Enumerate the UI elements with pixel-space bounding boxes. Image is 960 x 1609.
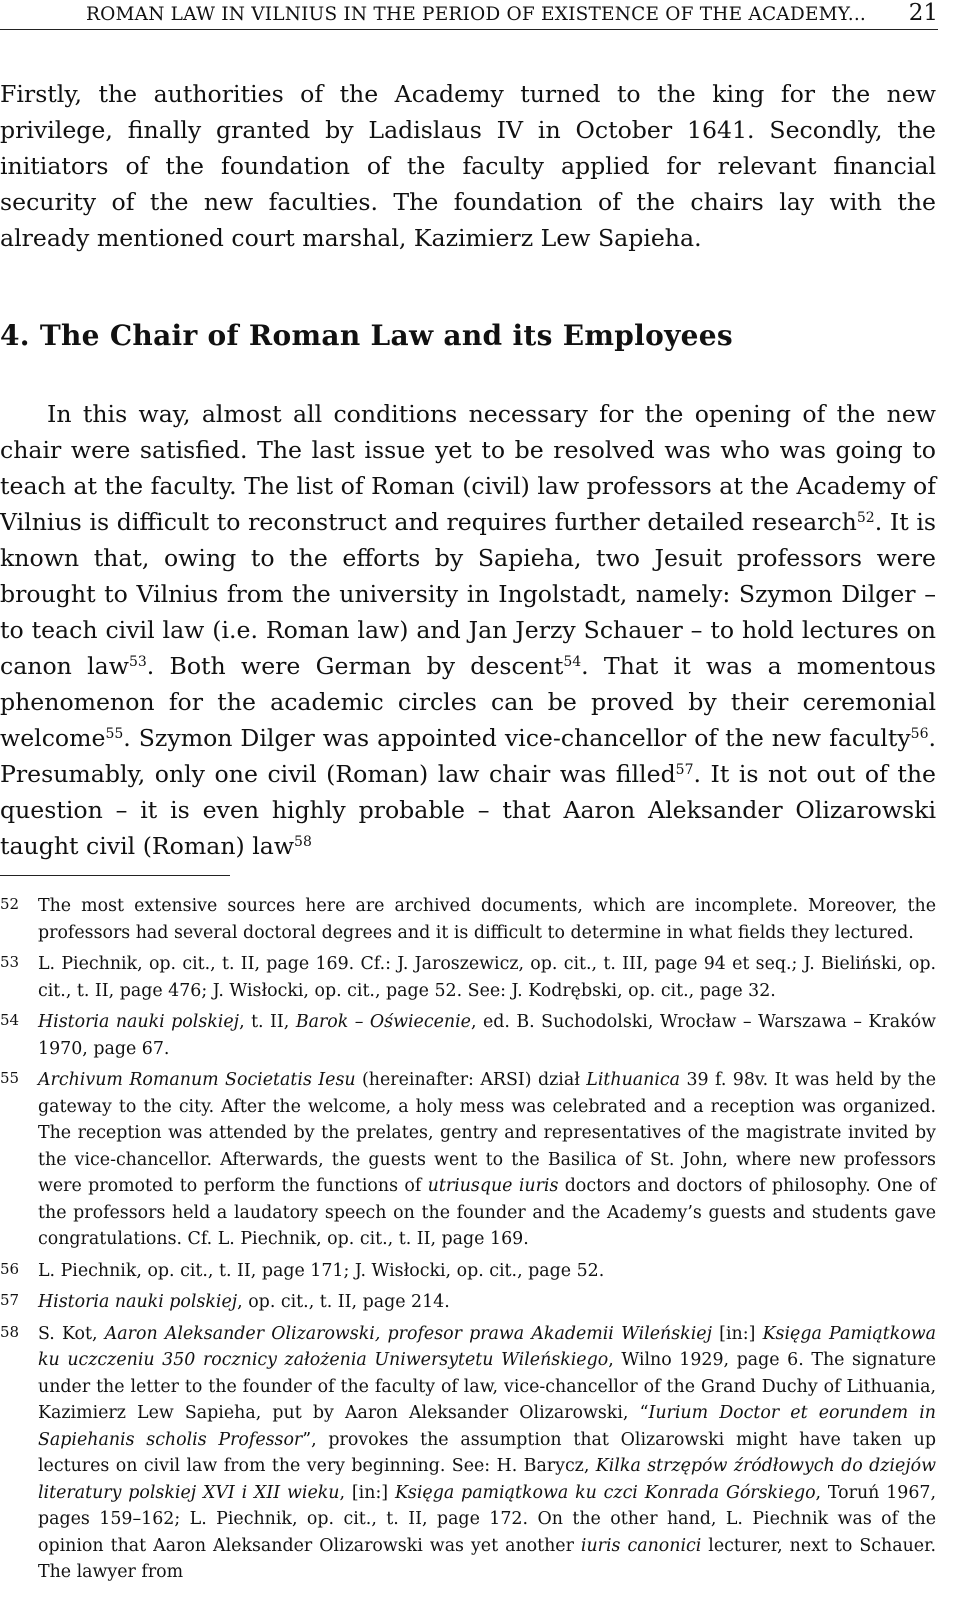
footnote-text: L. Piechnik, op. cit., t. II, page 171; J. Wisłocki, op. cit., page 52. <box>38 1260 605 1281</box>
footnote-52 <box>0 893 936 946</box>
footnote-ref-56[interactable]: 56 <box>910 726 929 742</box>
footnote-text: , t. II, <box>239 1012 296 1032</box>
footnote-number: 57 <box>0 1291 20 1309</box>
footnote-58 <box>0 1321 936 1586</box>
italic-title: Kilka strzępów źródłowych do dziejów literatury polskiej XVI i XII wieku <box>38 1456 936 1503</box>
footnote-text: ”, provokes the assumption that Olizarowski might have taken up lectures on civil law from the very beginning. See: H. Barycz, <box>38 1429 936 1476</box>
italic-title: Księga pamiątkowa ku czci Konrada Górskiego <box>394 1482 816 1503</box>
italic-title: Historia nauki polskiej <box>38 1292 238 1312</box>
footnote-number: 53 <box>0 953 20 971</box>
footnote-text: lecturer, next to Schauer. The lawyer from <box>38 1535 936 1582</box>
page-number: 21 <box>908 0 938 26</box>
footnote-text: S. Kot, <box>38 1323 105 1344</box>
footnotes-section <box>0 893 936 1591</box>
footnote-ref-55[interactable]: 55 <box>105 726 124 742</box>
italic-title: Aaron Aleksander Olizarowski, profesor prawa Akademii Wileńskiej <box>104 1323 712 1344</box>
footnote-number: 55 <box>0 1069 20 1087</box>
footnote-number: 58 <box>0 1322 20 1341</box>
text-span: . Both were German by descent <box>146 652 564 680</box>
footnote-text: (hereinafter: ARSI) dział <box>355 1070 587 1090</box>
footnote-number: 56 <box>0 1259 20 1278</box>
footnote-ref-52[interactable]: 52 <box>856 510 875 526</box>
paragraph-intro: Firstly, the authorities of the Academy turned to the king for the new privilege, finally granted by Ladislaus IV in October 1641. Secondly, the initiators of the foundation of the faculty applied for relevant financial security of the new faculties. The foundation of the chairs lay with the already mentioned court marshal, Kazimierz Lew Sapieha. <box>0 80 936 252</box>
footnote-ref-57[interactable]: 57 <box>675 762 694 778</box>
footnote-text: doctors and doctors of philosophy. One of the professors held a laudatory speech on the founder and the Academy’s guests and students gave congratulations. Cf. L. Piechnik, op. cit., t. II, page 169. <box>38 1176 937 1249</box>
italic-title: Barok – Oświecenie <box>295 1012 471 1032</box>
italic-term: utriusque iuris <box>427 1176 559 1196</box>
section-heading: 4. The Chair of Roman Law and its Employees <box>0 319 733 352</box>
footnote-text: The most extensive sources here are archived documents, which are incomplete. Moreover, the professors had several doctoral degrees and it is difficult to determine in what fields they lectured. <box>38 896 936 943</box>
text-span: In this way, almost all conditions necessary for the opening of the new chair were satisfied. The last issue yet to be resolved was who was going to teach at the faculty. The list of Roman (civil) law professors at the Academy of Vilnius is difficult to reconstruct and requires further detailed research <box>0 400 936 536</box>
footnote-56 <box>0 1258 936 1285</box>
footnote-text: , ed. B. Suchodolski, Wrocław – Warszawa – Kraków 1970, page 67. <box>38 1012 936 1059</box>
text-span: . Szymon Dilger was appointed vice-chancellor of the new faculty <box>123 724 911 752</box>
footnote-ref-58[interactable]: 58 <box>294 834 312 850</box>
text-span: . It is not out of the question – it is even highly probable – that Aaron Aleksander Olizarowski taught civil (Roman) law <box>0 760 936 860</box>
paragraph-chair <box>0 396 936 864</box>
footnote-text: , op. cit., t. II, page 214. <box>237 1292 450 1312</box>
italic-title: Archivum Romanum Societatis Iesu <box>38 1070 356 1090</box>
footnote-54 <box>0 1009 936 1062</box>
running-title: ROMAN LAW IN VILNIUS IN THE PERIOD OF EXISTENCE OF THE ACADEMY... <box>86 4 867 25</box>
footnote-divider <box>0 875 230 876</box>
footnote-number: 52 <box>0 895 20 913</box>
italic-title: Księga Pamiątkowa ku uczczeniu 350 rocznicy założenia Uniwersytetu Wileńskiego <box>38 1323 936 1370</box>
italic-term: Lithuanica <box>586 1070 681 1090</box>
running-header <box>0 0 938 30</box>
footnote-text: [in:] <box>711 1323 763 1344</box>
footnote-text: , [in:] <box>339 1482 395 1503</box>
italic-quote: Iurium Doctor et eorundem in Sapiehanis scholis Professor <box>38 1403 936 1450</box>
text-span: . That it was a momentous phenomenon for the academic circles can be proved by their ceremonial welcome <box>0 652 936 752</box>
footnote-55 <box>0 1067 936 1253</box>
footnote-text: , Wilno 1929, page 6. The signature under the letter to the founder of the faculty of law, vice-chancellor of the Grand Duchy of Lithuania, Kazimierz Lew Sapieha, put by Aaron Aleksander Olizarowski, “ <box>38 1350 937 1423</box>
text-span: . It is known that, owing to the efforts by Sapieha, two Jesuit professors were brought to Vilnius from the university in Ingolstadt, namely: Szymon Dilger – to teach civil law (i.e. Roman law) and Jan Jerzy Schauer – to hold lectures on canon law <box>0 508 936 680</box>
footnote-text: 39 f. 98v. It was held by the gateway to the city. After the welcome, a holy mess was celebrated and a reception was organized. The reception was attended by the prelates, gentry and representatives of the magistrate invited by the vice-chancellor. Afterwards, the guests went to the Basilica of St. John, where new professors were promoted to perform the functions of <box>38 1070 936 1196</box>
footnote-ref-54[interactable]: 54 <box>563 654 582 670</box>
text-span: . Presumably, only one civil (Roman) law chair was filled <box>0 724 936 788</box>
footnote-53 <box>0 951 936 1004</box>
footnote-57 <box>0 1289 936 1316</box>
italic-term: iuris canonici <box>580 1535 702 1556</box>
footnote-text: , Toruń 1967, pages 159–162; L. Piechnik, op. cit., t. II, page 172. On the other hand, L. Piechnik was of the opinion that Aaron Aleksander Olizarowski was yet another <box>38 1482 936 1556</box>
footnote-number: 54 <box>0 1011 20 1029</box>
footnote-text: L. Piechnik, op. cit., t. II, page 169. Cf.: J. Jaroszewicz, op. cit., t. III, page 94 et seq.; J. Bieliński, op. cit., t. II, page 476; J. Wisłocki, op. cit., page 52. See: J. Kodrębski, op. cit., page 32. <box>38 954 936 1001</box>
footnote-ref-53[interactable]: 53 <box>128 654 147 670</box>
italic-title: Historia nauki polskiej <box>38 1012 240 1032</box>
